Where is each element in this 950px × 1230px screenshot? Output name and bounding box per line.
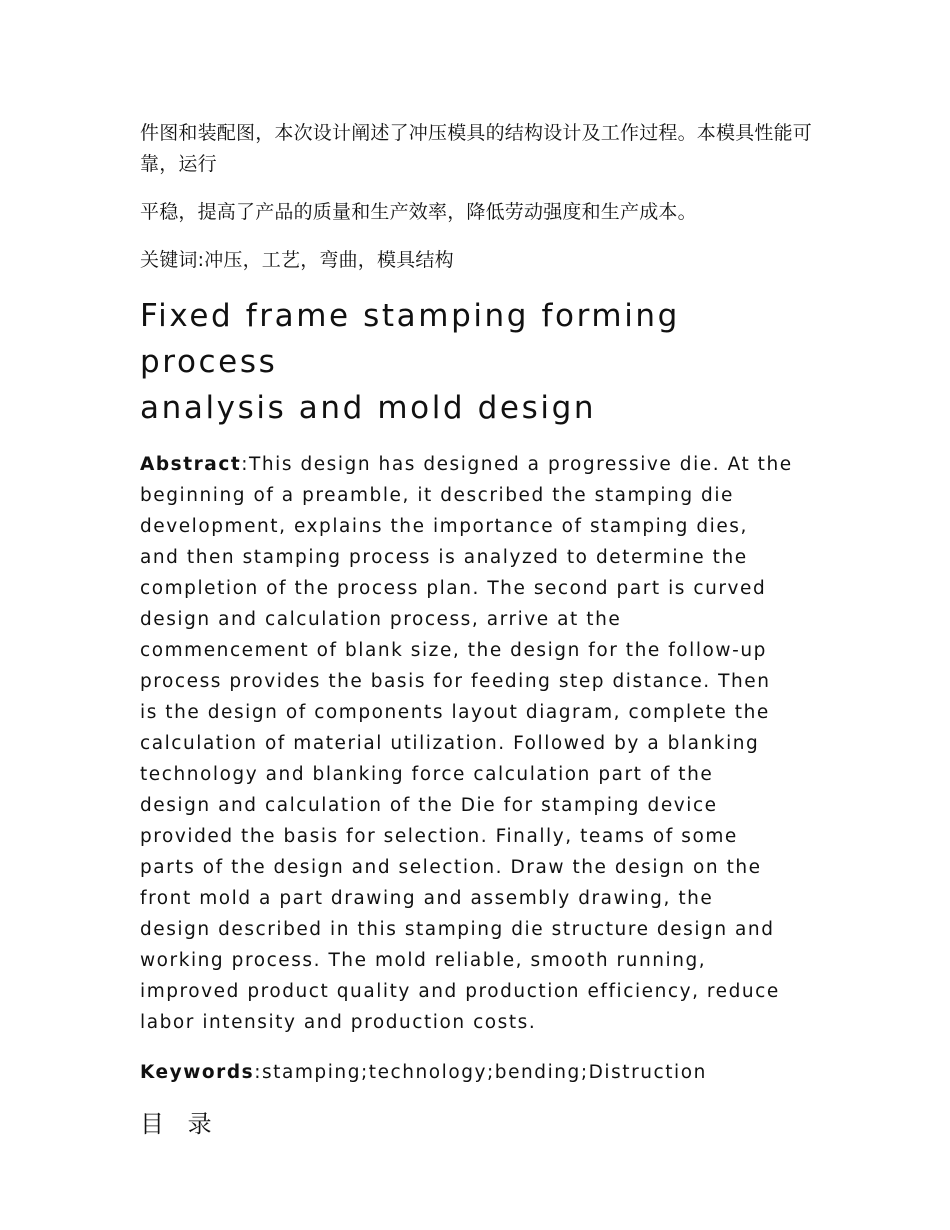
english-title-line-2: analysis and mold design [140, 390, 597, 426]
abstract-line: beginning of a preamble, it described the stamping die [140, 485, 734, 506]
abstract-line: calculation of material utilization. Followed by a blanking [140, 733, 760, 754]
abstract-line-0 [140, 449, 812, 480]
english-title [140, 293, 812, 431]
abstract-line: provided the basis for selection. Finally, teams of some [140, 826, 738, 847]
cn-abstract-text-2: 平稳，提高了产品的质量和生产效率，降低劳动强度和生产成本。 [140, 201, 697, 223]
abstract-line: parts of the design and selection. Draw the design on the [140, 857, 762, 878]
english-title-line-1: Fixed frame stamping forming process [140, 298, 680, 380]
cn-keywords-label: 关键词: [140, 249, 205, 271]
abstract-line: design and calculation process, arrive at the [140, 609, 622, 630]
abstract-label: Abstract [140, 454, 242, 475]
english-keywords-label: Keywords [140, 1062, 255, 1083]
abstract-line: front mold a part drawing and assembly drawing, the [140, 888, 714, 909]
english-keywords [140, 1057, 812, 1088]
cn-abstract-paragraph-1 [140, 118, 812, 180]
cn-keywords-text: 冲压，工艺，弯曲，模具结构 [204, 249, 454, 271]
abstract-line: improved product quality and production efficiency, reduce [140, 981, 780, 1002]
abstract-line: working process. The mold reliable, smooth running, [140, 950, 707, 971]
abstract-line: completion of the process plan. The second part is curved [140, 578, 767, 599]
abstract-line: and then stamping process is analyzed to determine the [140, 547, 748, 568]
abstract-line: labor intensity and production costs. [140, 1012, 537, 1033]
english-abstract [140, 449, 812, 1038]
abstract-line-0-text: :This design has designed a progressive die. At the [241, 454, 793, 475]
abstract-line: commencement of blank size, the design for the follow-up [140, 640, 767, 661]
cn-abstract-paragraph-2 [140, 197, 812, 228]
abstract-line: process provides the basis for feeding step distance. Then [140, 671, 771, 692]
abstract-line: technology and blanking force calculation part of the [140, 764, 714, 785]
abstract-line: design and calculation of the Die for stamping device [140, 795, 718, 816]
toc-heading: 目 录 [140, 1110, 220, 1138]
abstract-line: design described in this stamping die structure design and [140, 919, 775, 940]
cn-keywords [140, 245, 812, 276]
document-page [140, 118, 812, 1141]
abstract-line: development, explains the importance of stamping dies, [140, 516, 748, 537]
abstract-line: is the design of components layout diagram, complete the [140, 702, 770, 723]
cn-abstract-text-1: 件图和装配图，本次设计阐述了冲压模具的结构设计及工作过程。本模具性能可靠，运行 [140, 122, 813, 175]
english-keywords-text: :stamping;technology;bending;Distruction [254, 1062, 707, 1083]
